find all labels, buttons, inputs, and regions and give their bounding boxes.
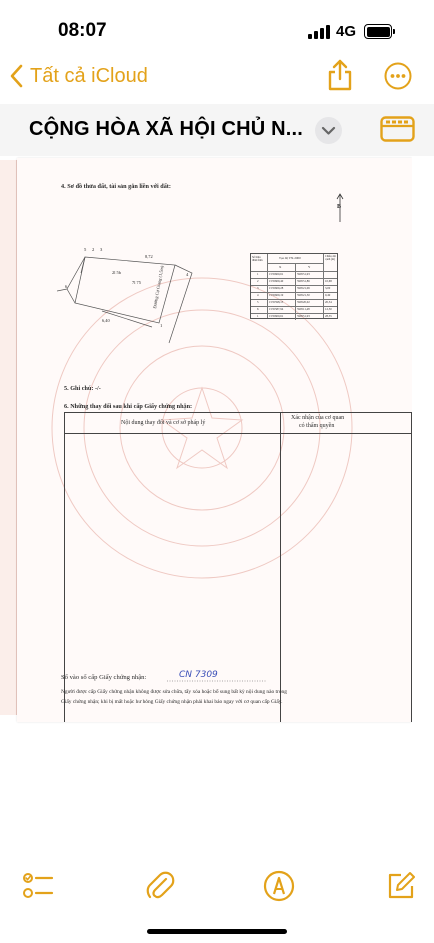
coord-cell: 1535587,94 bbox=[269, 307, 284, 311]
markup-icon bbox=[263, 870, 295, 902]
north-label: B bbox=[337, 204, 342, 210]
changes-col-confirm-header-2: có thẩm quyền bbox=[299, 423, 335, 429]
chevron-left-icon bbox=[10, 64, 24, 88]
battery-icon bbox=[364, 24, 392, 39]
coord-cell: 1535609,40 bbox=[269, 279, 284, 283]
vertex-label-6: 6 bbox=[65, 284, 68, 289]
register-number: CN 7309 bbox=[179, 670, 218, 680]
share-button[interactable] bbox=[325, 58, 355, 92]
note-title-bar bbox=[0, 104, 434, 156]
vertex-label-2: 2 bbox=[92, 247, 95, 252]
vertex-label-5: 5 bbox=[84, 247, 87, 252]
back-label: Tất cả iCloud bbox=[30, 64, 148, 87]
scan-button[interactable] bbox=[380, 116, 415, 142]
footer-line-2: Giấy chứng nhận; khi bị mất hoặc hư hỏng Giấy chứng nhận phải khai báo ngay với cơ quan cấp Giấy. bbox=[61, 699, 283, 705]
bottom-edge-length: 6,40 bbox=[102, 318, 110, 323]
coord-cell: 28,35 bbox=[325, 314, 332, 318]
share-icon bbox=[325, 58, 355, 92]
checklist-icon bbox=[22, 870, 54, 902]
coord-cell: 2 bbox=[257, 279, 259, 283]
vertex-label-4: 4 bbox=[186, 272, 189, 277]
status-time: 08:07 bbox=[58, 20, 107, 41]
coord-cell: 20,54 bbox=[325, 300, 332, 304]
coord-cell: 0,49 bbox=[325, 293, 331, 297]
status-bar bbox=[0, 0, 434, 54]
register-label: Số vào sổ cấp Giấy chứng nhận: bbox=[61, 674, 147, 681]
parcel-label-2: 7l 75 bbox=[132, 280, 141, 285]
compose-button[interactable] bbox=[385, 870, 417, 902]
cellular-signal-icon bbox=[308, 25, 330, 39]
coord-header-edge: Chiều dài cạnh (m) bbox=[325, 255, 336, 261]
attachment-icon bbox=[144, 870, 176, 902]
coord-cell: 6 bbox=[257, 307, 259, 311]
coord-cell: 599551,93 bbox=[297, 272, 310, 276]
attachment-button[interactable] bbox=[144, 870, 176, 902]
collapse-button[interactable] bbox=[315, 117, 342, 144]
coord-cell: 3 bbox=[257, 286, 259, 290]
scan-icon bbox=[380, 116, 415, 142]
parcel-label-1: 2l 5b bbox=[112, 270, 121, 275]
coord-header-system: Tọa độ VN-2000 bbox=[279, 256, 301, 260]
coord-cell: 1535600,61 bbox=[269, 314, 284, 318]
more-button[interactable] bbox=[384, 62, 412, 90]
coord-cell: 599521,50 bbox=[297, 293, 310, 297]
coord-cell: 599511,48 bbox=[297, 307, 310, 311]
more-icon bbox=[384, 62, 412, 90]
coord-header-point: Số hiệu đỉnh thửa bbox=[252, 256, 263, 262]
coord-cell: 12,50 bbox=[325, 307, 332, 311]
coord-cell: 599551,93 bbox=[297, 314, 310, 318]
network-type: 4G bbox=[336, 23, 357, 40]
coord-header-x: X bbox=[279, 265, 282, 269]
coord-cell: 1535600,61 bbox=[269, 272, 284, 276]
land-parcel-sketch bbox=[57, 243, 217, 363]
checklist-button[interactable] bbox=[22, 870, 54, 902]
changes-col-content-header: Nội dung thay đổi và cơ sở pháp lý bbox=[121, 420, 206, 426]
coord-cell: 1 bbox=[257, 314, 259, 318]
changes-col-confirm-header-1: Xác nhận của cơ quan bbox=[291, 415, 345, 421]
note-body-empty[interactable] bbox=[0, 732, 434, 943]
back-button[interactable] bbox=[10, 60, 148, 92]
footer-line-1: Người được cấp Giấy chứng nhận không được sửa chữa, tẩy xóa hoặc bổ sung bất kỳ nội dung nào trong bbox=[61, 689, 287, 695]
coordinate-table bbox=[250, 253, 338, 319]
markup-button[interactable] bbox=[263, 870, 295, 902]
section-4-heading: 4. Sơ đồ thửa đất, tài sản gắn liền với đất: bbox=[61, 183, 171, 190]
scanned-document[interactable] bbox=[17, 158, 412, 722]
compose-icon bbox=[385, 870, 417, 902]
register-dotted-line bbox=[167, 679, 267, 683]
coord-cell: 599551,86 bbox=[297, 279, 310, 283]
section-5-note: 5. Ghi chú: -/- bbox=[64, 385, 101, 392]
coord-cell: 5 bbox=[257, 300, 259, 304]
coord-cell: 1535609,19 bbox=[269, 293, 284, 297]
coord-cell: 4 bbox=[257, 293, 259, 297]
section-6-heading: 6. Những thay đổi sau khi cấp Giấy chứng nhận: bbox=[64, 403, 193, 410]
coord-cell: 1 bbox=[257, 272, 259, 276]
coord-cell: 599520,02 bbox=[297, 300, 310, 304]
coord-header-y: Y bbox=[308, 265, 311, 269]
coord-cell: 3,00 bbox=[325, 286, 331, 290]
chevron-down-icon bbox=[315, 117, 342, 144]
previous-page-edge[interactable] bbox=[0, 160, 17, 715]
coord-cell: 1535598,15 bbox=[269, 300, 284, 304]
coord-cell: 10,68 bbox=[325, 279, 332, 283]
top-edge-length: 8,72 bbox=[145, 254, 153, 259]
coord-cell: 599521,06 bbox=[297, 286, 310, 290]
vertex-label-1: 1 bbox=[160, 323, 163, 328]
note-title[interactable]: CỘNG HÒA XÃ HỘI CHỦ N... bbox=[29, 118, 304, 140]
coord-cell: 1535609,28 bbox=[269, 286, 284, 290]
street-label: Đường Cự Giang (1,5m) bbox=[152, 265, 165, 309]
home-indicator[interactable] bbox=[147, 929, 287, 934]
vertex-label-3: 3 bbox=[100, 247, 103, 252]
